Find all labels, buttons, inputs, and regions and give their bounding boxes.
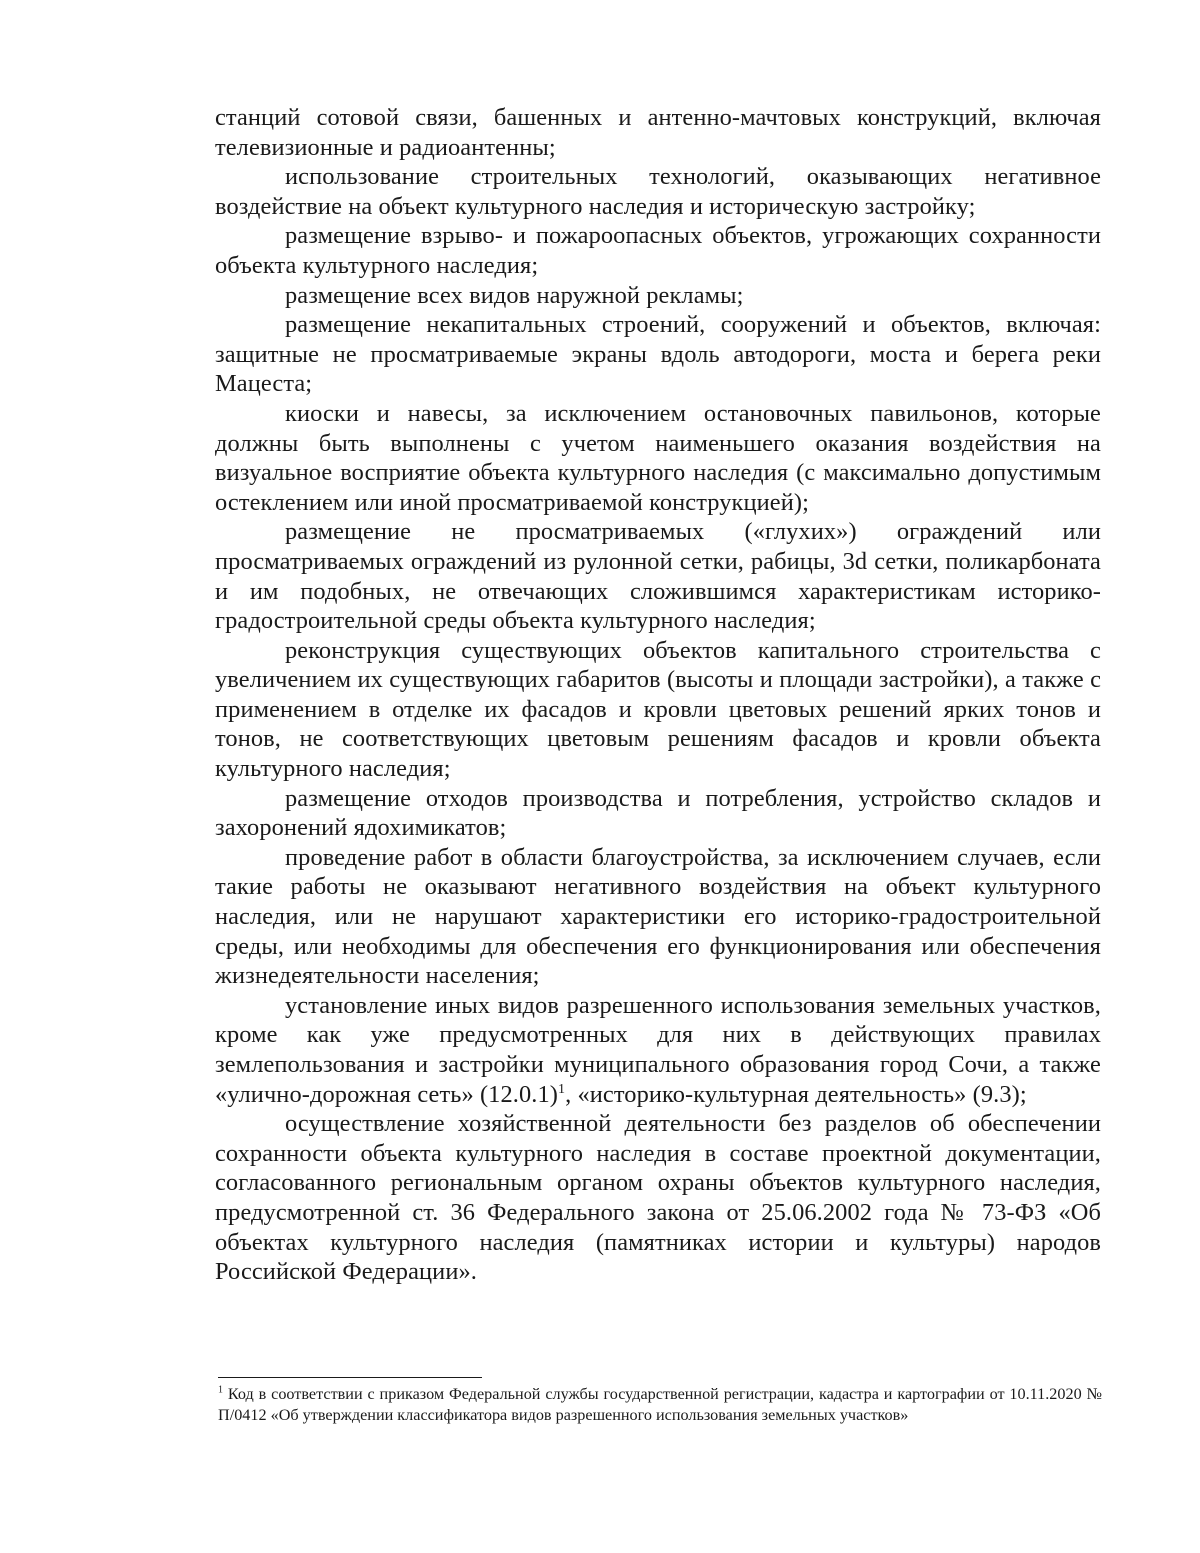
paragraph-land-use bbox=[215, 991, 1101, 1109]
document-body bbox=[215, 103, 1101, 1287]
paragraph-outdoor-advertising: размещение всех видов наружной рекламы; bbox=[285, 281, 744, 309]
paragraph-temporary-structures: размещение некапитальных строений, сооружений и объектов, включая: защитные не просматриваемые экраны вдоль автодороги, моста и берега реки Мацеста; bbox=[215, 311, 1101, 398]
paragraph-fences: размещение не просматриваемых («глухих») ограждений или просматриваемых ограждений из рулонной сетки, рабицы, 3d сетки, поликарбоната и им подобных, не отвечающих сложившимся характеристикам историко-градостроительной среды объекта культурного наследия; bbox=[215, 518, 1101, 635]
footnote-separator bbox=[218, 1377, 482, 1378]
footnote bbox=[218, 1384, 1102, 1426]
land-use-text: установление иных видов разрешенного использования земельных участков, кроме как уже предусмотренных для них в действующих правилах землепользования и застройки муниципального образования город Сочи, а также «улично-дорожная сеть» (12.0.1) bbox=[215, 991, 1101, 1108]
footnote-reference[interactable]: 1 bbox=[557, 1081, 566, 1097]
paragraph-economic-activity: осуществление хозяйственной деятельности без разделов об обеспечении сохранности объекта культурного наследия в составе проектной документации, согласованного региональным органом охраны объектов культурного наследия, предусмотренной ст. 36 Федерального закона от 25.06.2002 года № 73-ФЗ «Об объектах культурного наследия (памятниках истории и культуры) народов Российской Федерации». bbox=[215, 1110, 1101, 1286]
paragraph-continuation: станций сотовой связи, башенных и антенно-мачтовых конструкций, включая телевизионные и радиоантенны; bbox=[215, 104, 1101, 161]
footnote-mark: 1 bbox=[218, 1384, 223, 1396]
land-use-text-continued: , «историко-культурная деятельность» (9.3); bbox=[565, 1080, 1027, 1108]
footnote-body: Код в соответствии с приказом Федеральной службы государственной регистрации, кадастра и картографии от 10.11.2020 № П/0412 «Об утверждении классификатора видов разрешенного использования земельных участков» bbox=[218, 1385, 1102, 1424]
footnote-text bbox=[218, 1384, 1102, 1426]
paragraph-kiosks: киоски и навесы, за исключением остановочных павильонов, которые должны быть выполнены с учетом наименьшего оказания воздействия на визуальное восприятие объекта культурного наследия (с максимально допустимым остеклением или иной просматриваемой конструкцией); bbox=[215, 399, 1101, 516]
paragraph-hazardous-objects: размещение взрыво- и пожароопасных объектов, угрожающих сохранности объекта культурного наследия; bbox=[215, 222, 1101, 279]
paragraph-landscaping: проведение работ в области благоустройства, за исключением случаев, если такие работы не оказывают негативного воздействия на объект культурного наследия, или не нарушают характеристики его историко-градостроительной среды, или необходимы для обеспечения его функционирования или обеспечения жизнедеятельности населения; bbox=[215, 843, 1101, 990]
paragraph-reconstruction: реконструкция существующих объектов капитального строительства с увеличением их существующих габаритов (высоты и площади застройки), а также с применением в отделке их фасадов и кровли цветовых решений ярких тонов и тонов, не соответствующих цветовым решениям фасадов и кровли объекта культурного наследия; bbox=[215, 636, 1101, 783]
paragraph-construction-technologies: использование строительных технологий, оказывающих негативное воздействие на объект культурного наследия и историческую застройку; bbox=[215, 163, 1101, 220]
paragraph-waste: размещение отходов производства и потребления, устройство складов и захоронений ядохимикатов; bbox=[215, 784, 1101, 842]
